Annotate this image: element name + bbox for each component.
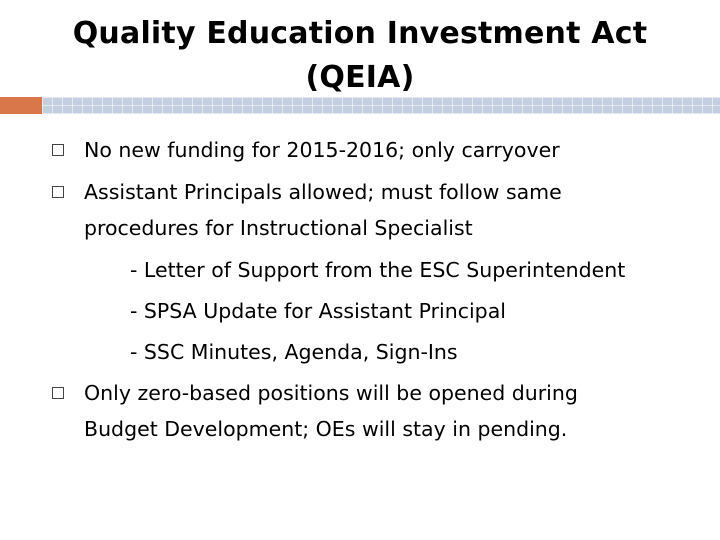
bullet-3-line-1: Only zero-based positions will be opened during	[84, 381, 578, 405]
slide-title-line-1: Quality Education Investment Act	[72, 16, 648, 51]
hollow-square-bullet-icon	[52, 186, 64, 198]
hollow-square-bullet-icon	[52, 387, 64, 399]
bullet-1-line-1: No new funding for 2015-2016; only carryover	[84, 138, 560, 162]
sub-item-1: - Letter of Support from the ESC Superintendent	[130, 258, 626, 282]
slide-title-line-2: (QEIA)	[305, 60, 415, 95]
bullet-2-line-1: Assistant Principals allowed; must follow same	[84, 180, 562, 204]
accent-bar	[0, 97, 42, 114]
sub-item-2: - SPSA Update for Assistant Principal	[130, 299, 506, 323]
slide-title	[0, 12, 720, 100]
bullet-3-line-2: Budget Development; OEs will stay in pending.	[84, 417, 568, 441]
bullet-2-line-2: procedures for Instructional Specialist	[84, 216, 473, 240]
hollow-square-bullet-icon	[52, 144, 64, 156]
title-divider-bar	[42, 97, 720, 114]
sub-item-3: - SSC Minutes, Agenda, Sign-Ins	[130, 340, 458, 364]
